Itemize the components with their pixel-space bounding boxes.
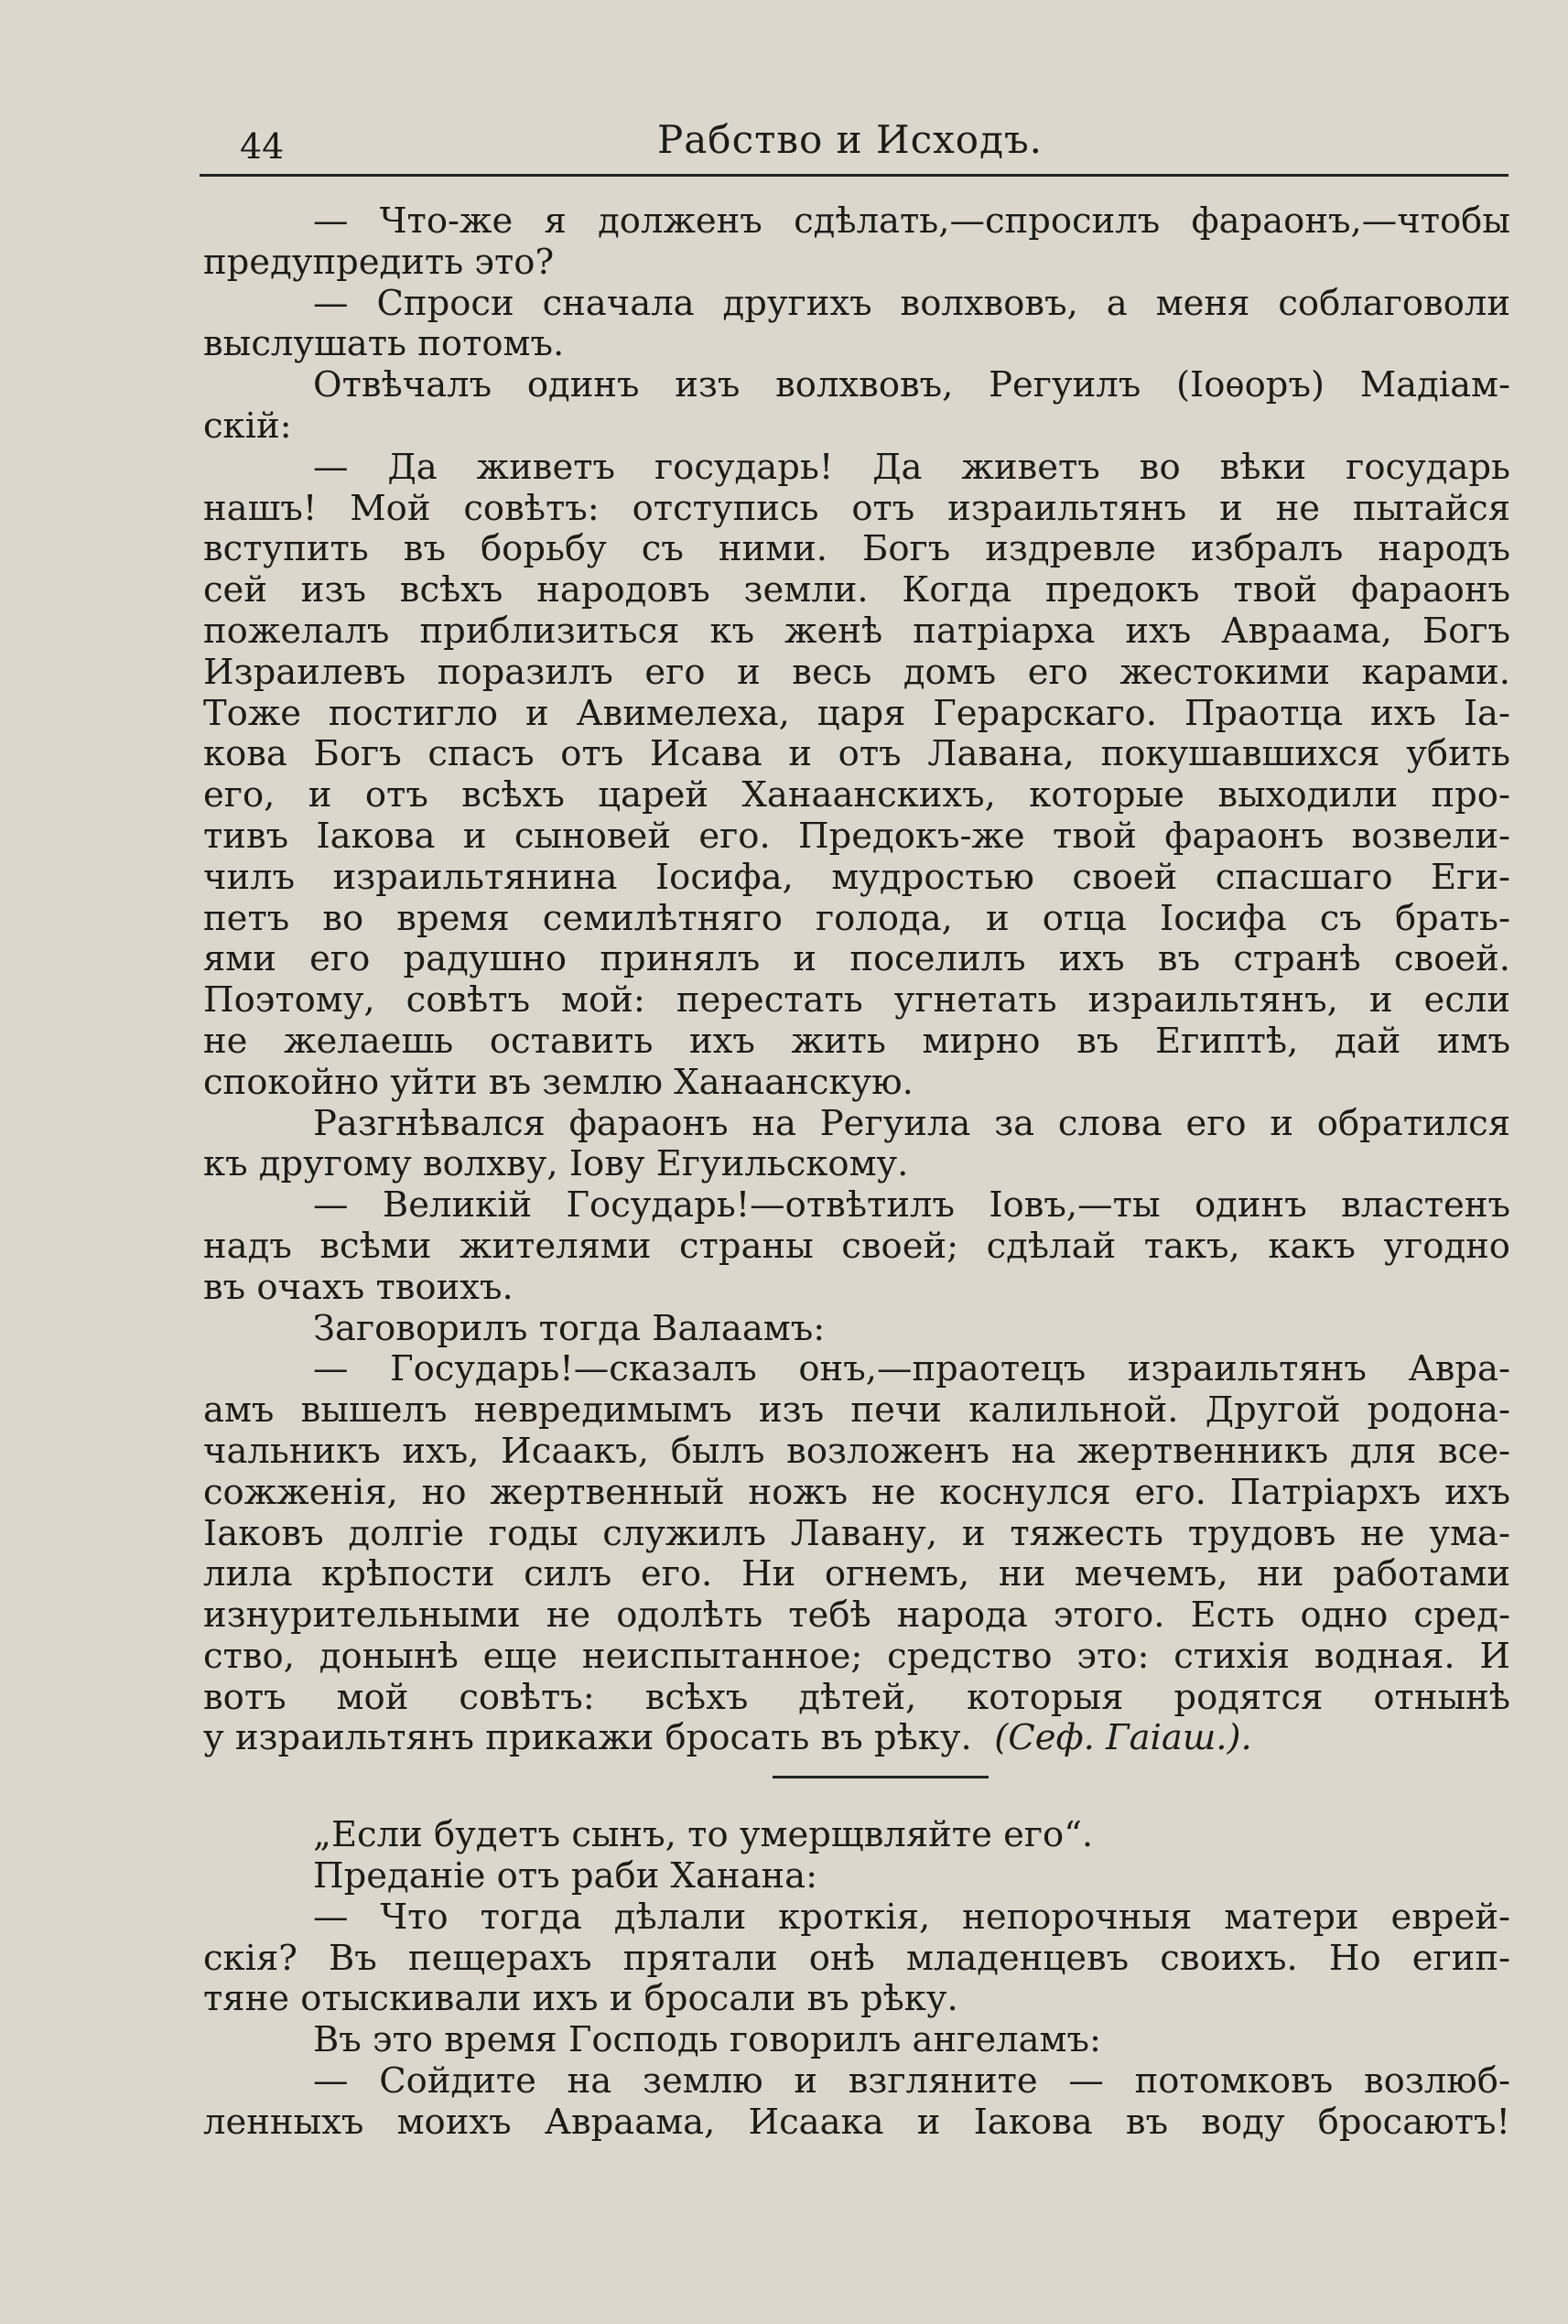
text-line: пожелалъ приблизиться къ женѣ патріарха ихъ Авраама, Богъ [203,611,1510,652]
text-line: Преданіе отъ раби Ханана: [313,1856,818,1897]
text-line: — Спроси сначала другихъ волхвовъ, а меня соблаговоли [313,283,1510,324]
header-rule [200,174,1509,177]
text-line: вступить въ борьбу съ ними. Богъ издревле избралъ народъ [203,529,1510,570]
text-line: Отвѣчалъ одинъ изъ волхвовъ, Регуилъ (Іоѳоръ) Мадіам- [313,365,1510,406]
text-line: къ другому волхву, Іову Егуильскому. [203,1144,909,1185]
text-line: петъ во время семилѣтняго голода, и отца Іосифа съ брать- [203,898,1510,939]
text-line: ями его радушно принялъ и поселилъ ихъ въ странѣ своей. [203,939,1510,980]
text-line: его, и отъ всѣхъ царей Ханаанскихъ, которые выходили про- [203,775,1510,816]
text-line: — Государь!—сказалъ онъ,—праотецъ израильтянъ Авра- [313,1349,1510,1390]
text-line: — Да живетъ государь! Да живетъ во вѣки государь [313,447,1510,488]
text-line: спокойно уйти въ землю Ханаанскую. [203,1062,914,1103]
text-line: Разгнѣвался фараонъ на Регуила за слова его и обратился [313,1103,1510,1144]
text-line: тяне отыскивали ихъ и бросали въ рѣку. [203,1979,958,2020]
text-line: Іаковъ долгіе годы служилъ Лавану, и тяжесть трудовъ не ума- [203,1513,1510,1554]
text-line: Заговорилъ тогда Валаамъ: [313,1308,826,1349]
text-line: — Сойдите на землю и взгляните — потомковъ возлюб- [313,2061,1510,2102]
text-line: изнурительными не одолѣть тебѣ народа этого. Есть одно сред- [203,1595,1510,1637]
text-line: — Что-же я долженъ сдѣлать,—спросилъ фараонъ,—чтобы [313,201,1510,242]
text-line: ленныхъ моихъ Авраама, Исаака и Іакова въ воду бросаютъ! [203,2102,1510,2143]
text-line: лила крѣпости силъ его. Ни огнемъ, ни мечемъ, ни работами [203,1554,1510,1595]
text-line: выслушать потомъ. [203,324,565,365]
text-line: скія? Въ пещерахъ прятали онѣ младенцевъ своихъ. Но егип- [203,1938,1510,1979]
page-number: 44 [240,126,285,167]
text-line: ство, донынѣ еще неиспытанное; средство это: стихія водная. И [203,1636,1510,1677]
body-text [203,201,1510,2144]
text-line: у израильтянъ прикажи бросать въ рѣку. [203,1718,972,1759]
text-line: вотъ мой совѣтъ: всѣхъ дѣтей, которыя родятся отнынѣ [203,1677,1510,1718]
text-line: „Если будетъ сынъ, то умерщвляйте его“. [313,1815,1094,1856]
text-line: Тоже постигло и Авимелеха, царя Герарскаго. Праотца ихъ Іа- [203,693,1510,734]
text-line: — Великій Государь!—отвѣтилъ Іовъ,—ты одинъ властенъ [313,1185,1510,1227]
text-line: не желаешь оставить ихъ жить мирно въ Египтѣ, дай имъ [203,1021,1510,1062]
text-line: нашъ! Мой совѣтъ: отступись отъ израильтянъ и не пытайся [203,488,1510,529]
text-line: Поэтому, совѣтъ мой: перестать угнетать израильтянъ, и если [203,980,1510,1021]
text-line: въ очахъ твоихъ. [203,1267,514,1308]
text-line: сей изъ всѣхъ народовъ земли. Когда предокъ твой фараонъ [203,570,1510,611]
text-line: амъ вышелъ невредимымъ изъ печи калильной. Другой родона- [203,1390,1510,1432]
text-line: Израилевъ поразилъ его и весь домъ его жестокими карами. [203,652,1510,693]
text-line: чальникъ ихъ, Исаакъ, былъ возложенъ на жертвенникъ для все- [203,1431,1510,1472]
text-line: Въ это время Господь говорилъ ангеламъ: [313,2020,1101,2061]
text-line: предупредить это? [203,242,555,283]
text-line: скій: [203,405,292,447]
text-line-with-source [203,1718,1510,1759]
section-divider [773,1776,989,1778]
text-line: надъ всѣми жителями страны своей; сдѣлай такъ, какъ угодно [203,1226,1510,1267]
text-line: кова Богъ спасъ отъ Исава и отъ Лавана, покушавшихся убить [203,734,1510,775]
running-title: Рабство и Исходъ. [657,117,1044,162]
text-line: сожженія, но жертвенный ножъ не коснулся его. Патріархъ ихъ [203,1472,1510,1513]
text-line: тивъ Іакова и сыновей его. Предокъ-же твой фараонъ возвели- [203,816,1510,857]
text-line: чилъ израильтянина Іосифа, мудростью своей спасшаго Еги- [203,857,1510,898]
source-reference: (Сеф. Гаіаш.). [994,1718,1252,1759]
text-line: — Что тогда дѣлали кроткія, непорочныя матери еврей- [313,1897,1510,1938]
